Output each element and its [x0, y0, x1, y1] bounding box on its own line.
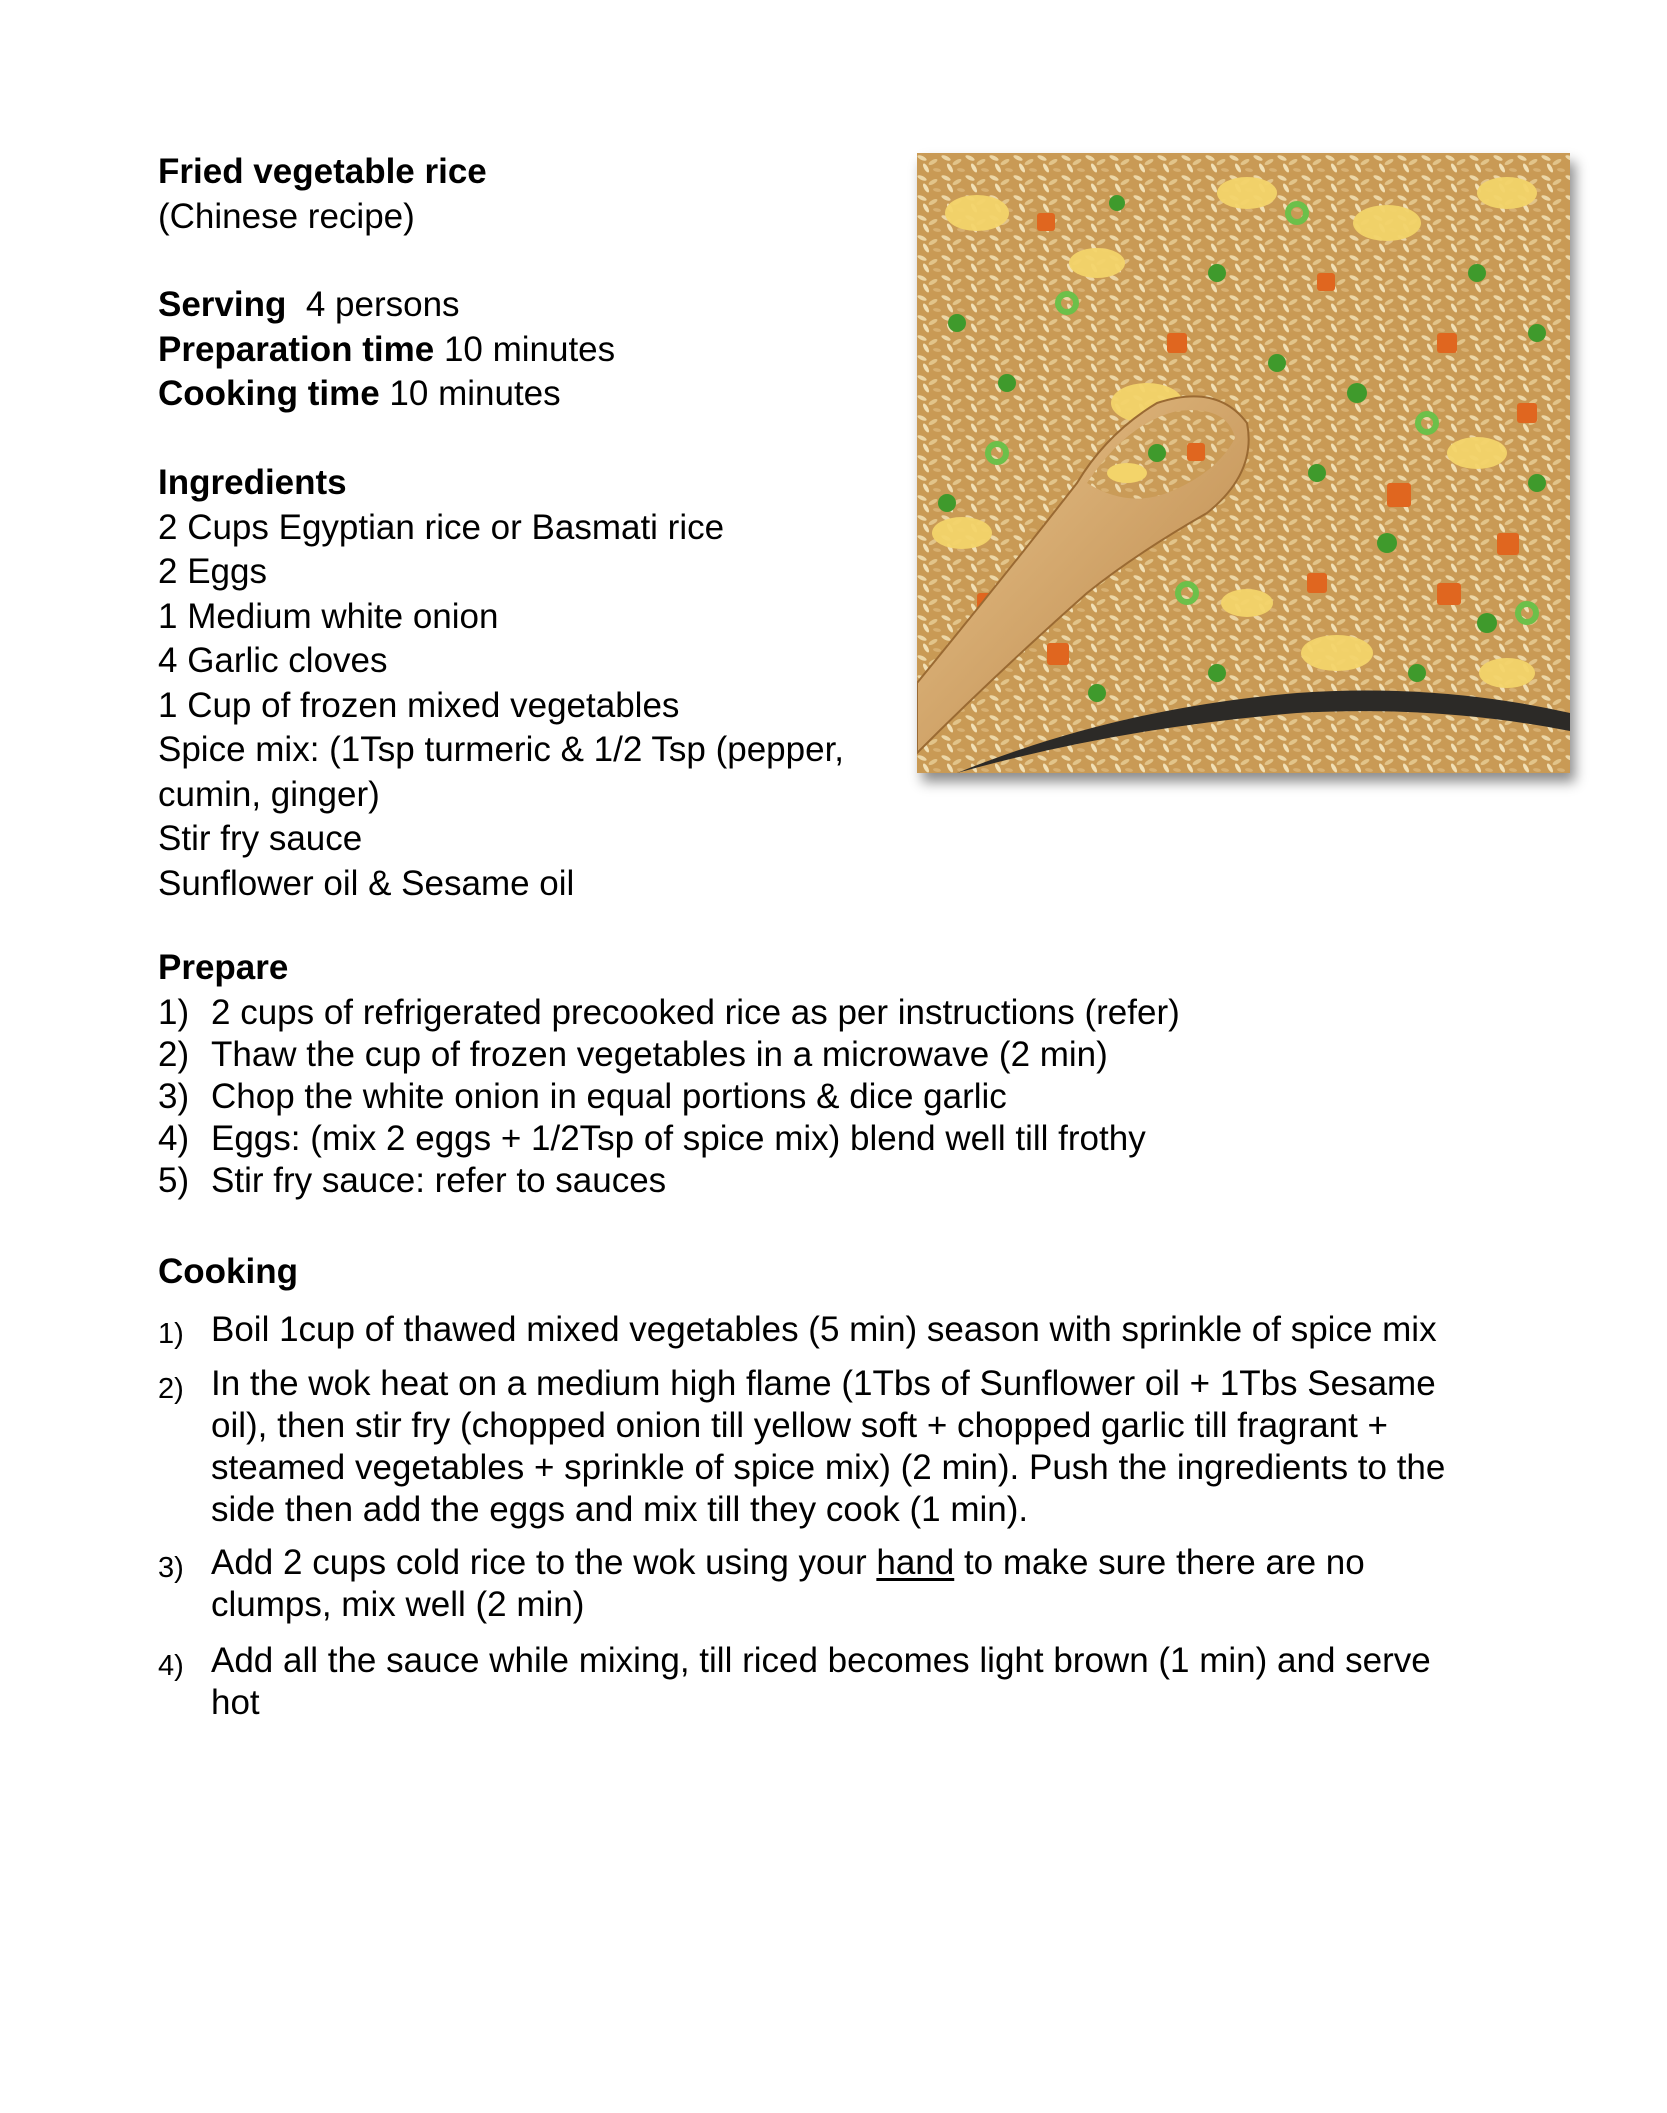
- meta-serving-value: 4 persons: [305, 285, 460, 324]
- ingredient-item: Spice mix: (1Tsp turmeric & 1/2 Tsp (pepper,: [158, 730, 845, 769]
- underlined-word: hand: [876, 1543, 955, 1582]
- cooking-step-line: Add all the sauce while mixing, till riced becomes light brown (1 min) and serve: [211, 1641, 1431, 1680]
- recipe-meta: [158, 283, 615, 417]
- ingredient-item: 1 Medium white onion: [158, 596, 499, 636]
- prepare-step-number: 4): [158, 1119, 190, 1158]
- ingredients-heading: Ingredients: [158, 463, 347, 502]
- cooking-step-line: Boil 1cup of thawed mixed vegetables (5 min) season with sprinkle of spice mix: [211, 1310, 1437, 1349]
- ingredient-item: 2 Cups Egyptian rice or Basmati rice: [158, 507, 725, 547]
- cooking-step-text-pre: Add 2 cups cold rice to the wok using your: [211, 1543, 877, 1582]
- ingredient-item: 4 Garlic cloves: [158, 641, 388, 680]
- cooking-step-text: [211, 1640, 1431, 1724]
- ingredients-section: [158, 461, 844, 906]
- cooking-step-text: [211, 1363, 1445, 1531]
- ingredient-item: 1 Cup of frozen mixed vegetables: [158, 685, 680, 725]
- cooking-step-line: steamed vegetables + sprinkle of spice mix) (2 min). Push the ingredients to the: [211, 1448, 1446, 1487]
- meta-cooking-value: 10 minutes: [389, 374, 561, 413]
- cooking-step-line: clumps, mix well (2 min): [211, 1585, 585, 1624]
- cooking-step-line: In the wok heat on a medium high flame (1Tbs of Sunflower oil + 1Tbs Sesame: [211, 1364, 1436, 1403]
- meta-preparation-label: Preparation time: [158, 329, 435, 369]
- prepare-step-number: 1): [158, 993, 190, 1032]
- ingredient-item: 2 Eggs: [158, 552, 267, 591]
- meta-preparation: [158, 328, 615, 373]
- prepare-heading: Prepare: [158, 948, 289, 987]
- prepare-step-number: 3): [158, 1077, 190, 1116]
- prepare-step-number: 5): [158, 1161, 190, 1200]
- ingredient-item: Sunflower oil & Sesame oil: [158, 863, 575, 903]
- fried-rice-photo: [917, 153, 1570, 773]
- ingredient-item: Stir fry sauce: [158, 819, 363, 858]
- prepare-step-text: 2 cups of refrigerated precooked rice as per instructions (refer): [211, 993, 1180, 1032]
- meta-serving: [158, 283, 615, 328]
- cooking-step-number: 3): [158, 1552, 184, 1584]
- cooking-step-line: oil), then stir fry (chopped onion till yellow soft + chopped garlic till fragrant +: [211, 1406, 1388, 1445]
- meta-cooking-label: Cooking time: [158, 374, 380, 413]
- cooking-step-text: [211, 1308, 1437, 1353]
- meta-preparation-value: 10 minutes: [443, 329, 616, 369]
- cooking-step-text-post: to make sure there are no: [954, 1543, 1365, 1582]
- meta-serving-label: Serving: [158, 285, 287, 324]
- recipe-header: [158, 150, 487, 239]
- meta-cooking: [158, 372, 615, 417]
- cooking-step-line: [211, 1542, 1365, 1584]
- cooking-step-line: side then add the eggs and mix till they cook (1 min).: [211, 1490, 1029, 1529]
- cooking-heading: Cooking: [158, 1252, 298, 1291]
- prepare-step-text: Stir fry sauce: refer to sauces: [211, 1161, 667, 1200]
- recipe-subtitle: (Chinese recipe): [158, 196, 415, 236]
- prepare-step-text: Eggs: (mix 2 eggs + 1/2Tsp of spice mix) blend well till frothy: [211, 1119, 1146, 1158]
- cooking-step-number: 1): [158, 1318, 184, 1350]
- prepare-step-number: 2): [158, 1035, 190, 1074]
- cooking-step-number: 2): [158, 1373, 184, 1405]
- prepare-step-text: Thaw the cup of frozen vegetables in a microwave (2 min): [211, 1035, 1108, 1074]
- ingredient-item: cumin, ginger): [158, 774, 380, 814]
- cooking-step-line: hot: [211, 1683, 260, 1722]
- prepare-step-text: Chop the white onion in equal portions & dice garlic: [211, 1077, 1007, 1116]
- cooking-step-number: 4): [158, 1650, 184, 1682]
- fried-rice-illustration: [917, 153, 1570, 773]
- cooking-step-text: [211, 1542, 1365, 1626]
- recipe-title: Fried vegetable rice: [158, 152, 487, 191]
